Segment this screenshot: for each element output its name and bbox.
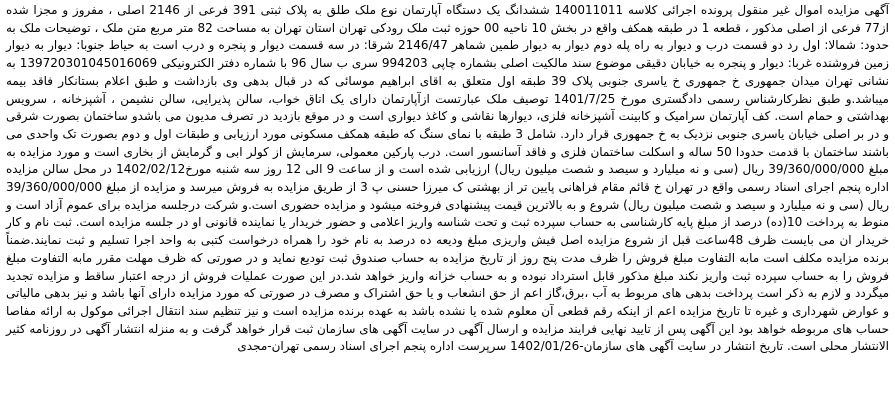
auction-notice-text: آگهی مزایده اموال غیر منقول پرونده اجرائی کلاسه 140011011 ششدانگ یک دستگاه آپارتمان نوع ملک طلق به پلاک ثبتی 391 فرعی از 2146 اصلی ، مفروز و مجزا شده از77 فرعی از اصلی مذکور ، قطعه 1 در طبقه همکف واقع در بخش 10 ناحیه 00 حوزه ثبت ملک رودکی تهران استان تهران به مساحت 82 متر مربع متن ملک ، توضیحات ملک به حدود: شمالا: اول رد دو قسمت درب و دیوار به راه پله دوم دیوار به دیوار طمین شماهر 2146/47 شرقا: در سه قسمت دیوار و پنجره و درب است به حیاط جنوبا: دیوار به دیوار زمین فروشنده غربا: دیوار و پنجره به خیابان دقیقی موضوع سند مالکیت اصلی بشماره چاپی 994203 سری ب سال 96 با شماره دفتر الکترونیکی 139720301045016069 به نشانی تهران میدان جمهوری خ جمهوری خ یاسری جنوبی پلاک 39 طبقه اول متعلق به اقای ابراهیم موسائی که در قبال بدهی وی بازداشت و طبق اعلام بستانکار فاقد بیمه میباشد.و طبق نظرکارشناس رسمی دادگستری مورخ 1401/7/25 توصیف ملک عبارتست ازآپارتمان دارای یک اتاق خواب، سالن پذیرایی، سالن نشیمن ، آشپزخانه ، سرویس بهداشتی و حمام است. کف آپارتمان سرامیک و کابینت آشپزخانه فلزی، دیوارها نقاشی و کاغذ دیواری است و در موقع بازدید در تصرف مدیون می باشدو ساختمان بصورت شرقی و در بر اصلی خیابان یاسری جنوبی نزدیک به خ جمهوری قرار دارد. شامل 3 طبقه با نمای سنگ که طبقه همکف مسکونی مورد ارزیابی و طبقات اول و دوم بصورت تک واحدی می باشند ساختمان با قدمت حدودا 50 ساله و اسکلت ساختمان فلزی و فاقد آسانسور است. درب پارکین معمولی، سرمایش از کولر ابی و گرمایش از بخاری است و مورد مزایده به مبلغ 39/360/000/000 ریال (سی و نه میلیارد و سیصد و شصت میلیون ریال) ارزیابی شده است و از ساعت 9 الی 12 روز سه شنبه مورخ1402/02/12 در محل سالن مزایده اداره پنجم اجرای اسناد رسمی واقع در تهران خ قائم مقام فراهانی پایین تر از بهشتی ک میرزا حسنی پ 3 از طریق مزایده به فروش میرسد و مزایده از مبلغ 39/360/000/000 ریال (سی و نه میلیارد و سیصد و شصت میلیون ریال) شروع و به بالاترین قیمت پیشنهادی فروخته میشود و مزایده حضوری است.و شرکت درجلسه مزایده برای عموم آزاد است و منوط به پرداخت 10(ده) درصد از مبلغ پایه کارشناسی به حساب سپرده ثبت و تحت شناسه واریز اعلامی و حضور خریدار یا نماینده قانونی او در جلسه مزایده است. ثبت نام و کار خریدار ان می بایست ظرف 48ساعت قبل از شروع مزایده اصل فیش واریزی مبلغ ودیعه ده درصد به نام خود را همراه درخواست کتبی به واحد اجرا تسلیم و ثبت نمایند.ضمناً برنده مزایده مکلف است مابه التفاوت مبلغ فروش را ظرف مدت پنج روز از تاریخ مزایده به حساب صندوق ثبت تودیع نماید و در صورتی که ظرف مهلت مقرر مابه التفاوت مبلغ فروش را به حساب سپرده ثبت واریز نکند مبلغ مذکور قابل استرداد نبوده و به حساب خزانه واریز خواهد شد.در این صورت عملیات فروش از درجه اعتبار ساقط و مزایده تجدید میگردد و لازم به ذکر است پرداخت بدهی های مربوط به آب ،برق،گاز اعم از حق انشعاب و یا حق اشتراک و مصرف در صورتی که مورد مزایده دارای آنها باشد و نیز بدهی مالیاتی و عوارض شهرداری و غیره تا تاریخ مزایده اعم از اینکه رقم قطعی آن معلوم شده یا نشده باشد به عهده برنده مزایده است و نیز تنظیم سند انتقال اجرائی موکول به ارائه مفاصا حساب های مربوطه خواهد بود این آگهی پس از تایید نهایی فرایند مزایده و ارسال آگهی در سایت آگهی های سازمان ثبت قرار خواهد گرفت و به منزله انتشار آگهی در روزنامه کثیر الانتشار محلی است. تاریخ انتشار در سایت آگهی های سازمان-1402/01/26 سرپرست اداره پنجم اجرای اسناد رسمی تهران-مجدی: [6, 3, 890, 354]
